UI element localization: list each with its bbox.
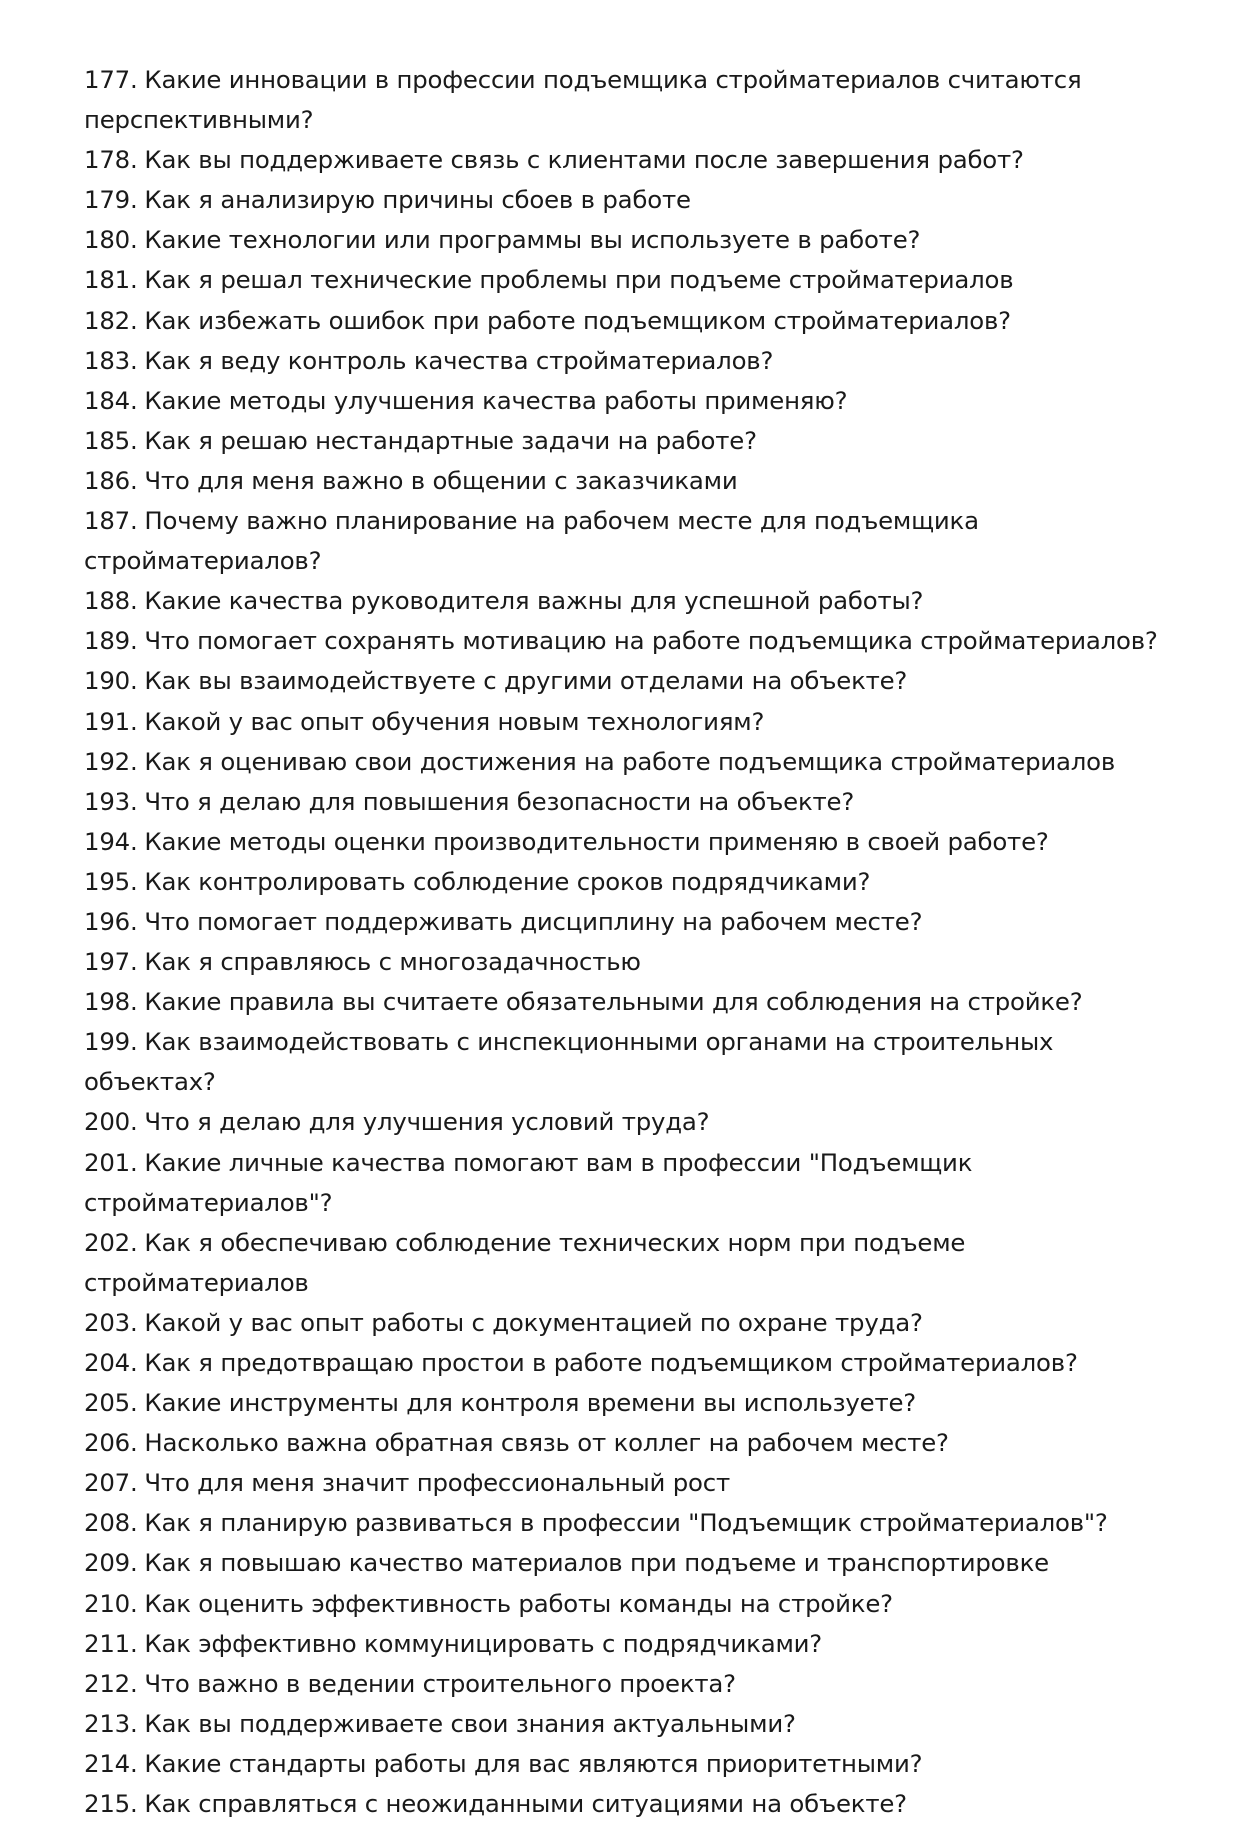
question-text: Какие технологии или программы вы используете в работе?: [144, 225, 921, 255]
question-number: 194.: [84, 826, 138, 856]
question-text: Как я решаю нестандартные задачи на работе?: [144, 425, 757, 455]
question-text: Как вы взаимодействуете с другими отделами на объекте?: [144, 666, 908, 696]
question-item: [84, 822, 1174, 862]
question-number: 179.: [84, 185, 138, 215]
question-text: Как я справляюсь с многозадачностью: [144, 947, 641, 977]
question-item: [84, 1784, 1174, 1824]
question-item: [84, 902, 1174, 942]
question-number: 177.: [84, 65, 138, 94]
question-number: 211.: [84, 1628, 138, 1658]
question-number: 191.: [84, 706, 138, 736]
question-number: 204.: [84, 1348, 138, 1377]
question-text: Как я планирую развиваться в профессии "Подъемщик стройматериалов"?: [144, 1508, 1108, 1538]
question-number: 197.: [84, 947, 138, 977]
question-item: [84, 702, 1174, 742]
question-text: Как я повышаю качество материалов при подъеме и транспортировке: [144, 1548, 1049, 1578]
question-text: Как вы поддерживаете свои знания актуальными?: [144, 1708, 796, 1738]
question-text: Как справляться с неожиданными ситуациями на объекте?: [144, 1789, 907, 1819]
question-text: Какие личные качества помогают вам в профессии "Подъемщик стройматериалов"?: [84, 1147, 973, 1217]
question-text: Что я делаю для улучшения условий труда?: [144, 1107, 710, 1137]
question-item: [84, 1503, 1174, 1543]
question-number: 190.: [84, 666, 138, 696]
question-text: Как я решал технические проблемы при подъеме стройматериалов: [144, 265, 1014, 295]
question-text: Какие методы оценки производительности применяю в своей работе?: [144, 826, 1049, 856]
question-number: 201.: [84, 1147, 138, 1177]
question-number: 182.: [84, 305, 138, 335]
question-text: Как оценить эффективность работы команды на стройке?: [144, 1588, 893, 1618]
question-text: Какие стандарты работы для вас являются приоритетными?: [144, 1748, 923, 1778]
question-text: Как я обеспечиваю соблюдение технических норм при подъеме стройматериалов: [84, 1227, 966, 1297]
question-text: Что я делаю для повышения безопасности на объекте?: [144, 786, 855, 816]
question-item: [84, 421, 1174, 461]
question-number: 209.: [84, 1548, 138, 1578]
question-number: 210.: [84, 1588, 138, 1618]
question-item: [84, 581, 1174, 621]
question-text: Как я веду контроль качества стройматериалов?: [144, 345, 774, 375]
question-text: Что для меня важно в общении с заказчиками: [144, 465, 738, 495]
question-text: Какие инструменты для контроля времени вы используете?: [144, 1388, 917, 1418]
question-text: Почему важно планирование на рабочем месте для подъемщика стройматериалов?: [84, 506, 979, 576]
question-item: [84, 982, 1174, 1022]
question-text: Как эффективно коммуницировать с подрядчиками?: [144, 1628, 823, 1658]
question-item: [84, 341, 1174, 381]
question-text: Как я предотвращаю простои в работе подъемщиком стройматериалов?: [144, 1348, 1078, 1377]
question-number: 202.: [84, 1227, 138, 1257]
question-item: [84, 1624, 1174, 1664]
question-item: [84, 1744, 1174, 1784]
question-text: Какие качества руководителя важны для успешной работы?: [144, 586, 924, 616]
question-item: [84, 1022, 1174, 1102]
question-item: [84, 1102, 1174, 1142]
question-number: 186.: [84, 465, 138, 495]
question-item: [84, 60, 1174, 140]
question-text: Как я оцениваю свои достижения на работе подъемщика стройматериалов: [144, 746, 1116, 776]
question-item: [84, 1303, 1174, 1343]
question-item: [84, 862, 1174, 902]
question-item: [84, 1463, 1174, 1503]
question-item: [84, 180, 1174, 220]
question-text: Какой у вас опыт работы с документацией по охране труда?: [144, 1307, 923, 1337]
question-number: 193.: [84, 786, 138, 816]
question-item: [84, 1704, 1174, 1744]
question-text: Как избежать ошибок при работе подъемщиком стройматериалов?: [144, 305, 1011, 335]
question-text: Что помогает поддерживать дисциплину на рабочем месте?: [144, 906, 923, 936]
question-number: 214.: [84, 1748, 138, 1778]
question-number: 205.: [84, 1388, 138, 1418]
question-item: [84, 461, 1174, 501]
question-number: 213.: [84, 1708, 138, 1738]
question-number: 178.: [84, 145, 138, 175]
question-text: Как контролировать соблюдение сроков подрядчиками?: [144, 866, 871, 896]
question-number: 181.: [84, 265, 138, 295]
question-text: Как я анализирую причины сбоев в работе: [144, 185, 691, 215]
question-item: [84, 782, 1174, 822]
question-text: Как вы поддерживаете связь с клиентами после завершения работ?: [144, 145, 1024, 175]
question-number: 212.: [84, 1668, 138, 1698]
question-number: 203.: [84, 1307, 138, 1337]
question-number: 185.: [84, 425, 138, 455]
question-item: [84, 661, 1174, 701]
question-number: 192.: [84, 746, 138, 776]
question-item: [84, 140, 1174, 180]
question-item: [84, 1543, 1174, 1583]
question-item: [84, 501, 1174, 581]
question-number: 206.: [84, 1428, 138, 1458]
question-number: 187.: [84, 506, 138, 536]
question-number: 183.: [84, 345, 138, 375]
question-number: 199.: [84, 1027, 138, 1057]
question-item: [84, 1223, 1174, 1303]
question-text: Как взаимодействовать с инспекционными органами на строительных объектах?: [84, 1027, 1054, 1097]
question-number: 195.: [84, 866, 138, 896]
question-number: 200.: [84, 1107, 138, 1137]
question-item: [84, 621, 1174, 661]
question-item: [84, 742, 1174, 782]
question-number: 196.: [84, 906, 138, 936]
document-page: [84, 60, 1174, 1824]
question-item: [84, 1584, 1174, 1624]
question-item: [84, 260, 1174, 300]
question-item: [84, 301, 1174, 341]
question-text: Насколько важна обратная связь от коллег на рабочем месте?: [144, 1428, 949, 1458]
question-list: [84, 60, 1174, 1824]
question-item: [84, 1423, 1174, 1463]
question-text: Какой у вас опыт обучения новым технологиям?: [144, 706, 765, 736]
question-item: [84, 220, 1174, 260]
question-text: Какие инновации в профессии подъемщика стройматериалов считаются перспективными?: [84, 65, 1082, 135]
question-item: [84, 1343, 1174, 1383]
question-text: Какие правила вы считаете обязательными для соблюдения на стройке?: [144, 987, 1083, 1017]
question-number: 207.: [84, 1468, 138, 1498]
question-text: Какие методы улучшения качества работы применяю?: [144, 385, 848, 415]
question-number: 208.: [84, 1508, 138, 1538]
question-text: Что важно в ведении строительного проекта?: [144, 1668, 736, 1698]
question-item: [84, 1383, 1174, 1423]
question-number: 189.: [84, 626, 138, 656]
question-item: [84, 942, 1174, 982]
question-number: 198.: [84, 987, 138, 1017]
question-item: [84, 1143, 1174, 1223]
question-number: 188.: [84, 586, 138, 616]
question-number: 215.: [84, 1789, 138, 1819]
question-item: [84, 1664, 1174, 1704]
question-item: [84, 381, 1174, 421]
question-number: 184.: [84, 385, 138, 415]
question-number: 180.: [84, 225, 138, 255]
question-text: Что для меня значит профессиональный рост: [144, 1468, 730, 1498]
question-text: Что помогает сохранять мотивацию на работе подъемщика стройматериалов?: [144, 626, 1158, 656]
